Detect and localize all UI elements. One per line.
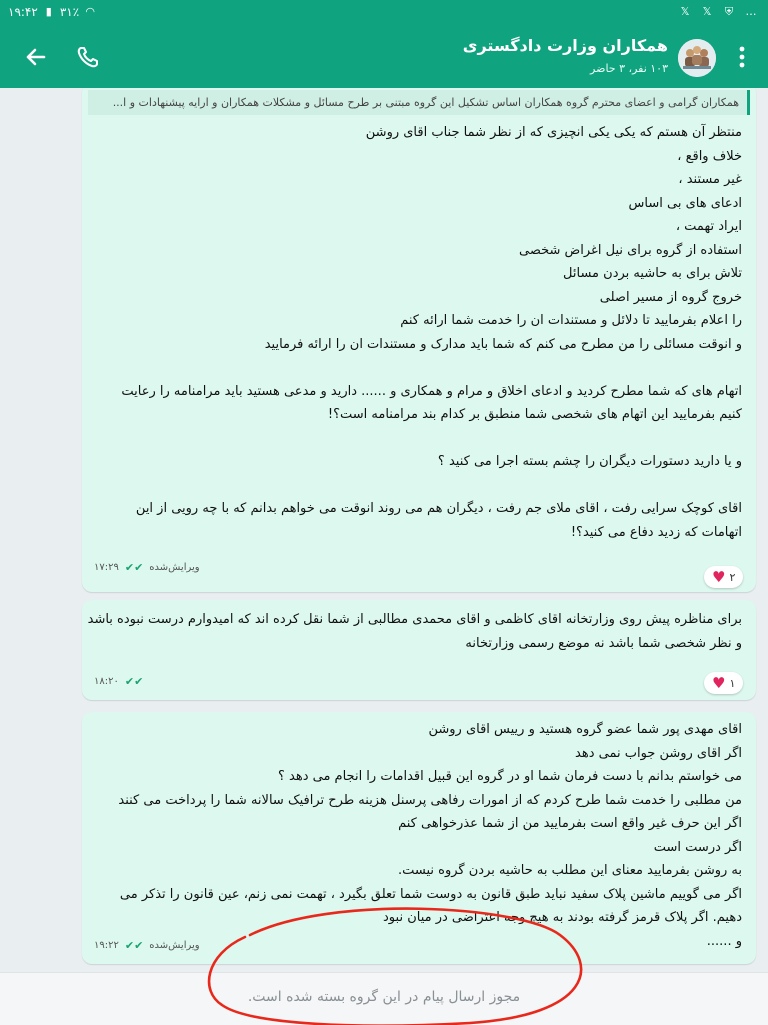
message-line: خلاف واقع ، — [677, 148, 742, 164]
edited-label: ویرایش‌شده — [149, 562, 200, 573]
reaction-badge[interactable] — [704, 672, 743, 694]
battery-level: ۳۱٪ — [59, 5, 80, 19]
message-line — [96, 356, 742, 380]
message-line: دهیم. اگر پلاک قرمز گرفته بودند به هیچ وجه اعتراضی در میان نبود — [383, 910, 742, 925]
reply-text: همکاران گرامی و اعضای محترم گروه همکاران اساس تشکیل این گروه مبتنی بر طرح مسائل و مشکلات همکاران و ارایه پیشنهادات و ا... — [112, 96, 739, 109]
composer-disabled-bar — [0, 972, 768, 1025]
message-line: استفاده از گروه برای نیل اغراض شخصی — [519, 242, 742, 258]
call-button[interactable] — [70, 40, 106, 74]
message-line — [96, 474, 742, 498]
battery-icon: ▮ — [45, 5, 52, 18]
message-line: ایراد تهمت ، — [675, 219, 742, 234]
message-list[interactable] — [0, 88, 768, 972]
message-bubble[interactable] — [82, 88, 756, 592]
message-line: و یا دارید دستورات دیگران را چشم بسته اجرا می کنید ؟ — [437, 454, 742, 469]
message-line: خروج گروه از مسیر اصلی — [599, 289, 742, 305]
reply-preview[interactable] — [88, 90, 750, 115]
message-bubble[interactable] — [82, 600, 756, 700]
message-line: ادعای های بی اساس — [628, 195, 742, 211]
double-check-icon: ✔✔ — [124, 939, 144, 952]
more-options-button[interactable] — [734, 42, 750, 72]
send-disabled-notice: مجوز ارسال پیام در این گروه بسته شده است. — [247, 989, 521, 1005]
wifi-icon: ◠ — [85, 5, 95, 18]
message-line: اگر درست است — [653, 839, 742, 855]
message-line: تلاش برای به حاشیه بردن مسائل — [563, 266, 742, 281]
double-check-icon: ✔✔ — [124, 675, 144, 688]
heart-icon: ♥ — [712, 568, 726, 586]
message-line: می خواستم بدانم با دست فرمان شما او در گروه این قبیل اقدامات را انجام می دهد ؟ — [277, 769, 742, 784]
message-line: اقای کوچک سرایی رفت ، اقای ملای جم رفت ، دیگران هم می روند انوقت می خواهم بدانم که با چه رویی از این — [135, 501, 742, 516]
message-line: و ...... — [706, 933, 742, 949]
message-line: اقای مهدی پور شما عضو گروه هستید و رییس اقای روشن — [428, 722, 742, 737]
message-line: اتهامات که زدید دفاع می کنید؟! — [570, 524, 742, 540]
message-line: برای مناظره پیش روی وزارتخانه اقای کاظمی و اقای محمدی مطالبی از شما نقل کرده اند که امیدوارم درست نبوده باشد — [87, 612, 742, 627]
message-line — [96, 427, 742, 451]
message-time: ۱۷:۲۹ — [94, 562, 119, 573]
status-bar — [0, 0, 768, 26]
arrow-left-icon — [18, 40, 54, 74]
message-time: ۱۹:۲۲ — [94, 940, 119, 951]
reaction-count: ۲ — [729, 570, 736, 584]
message-line: من مطلبی را خدمت شما طرح کردم که از امورات رفاهی پرسنل هزینه طرح ترافیک سالانه شما را پرداخت می کنند — [118, 792, 742, 808]
message-time: ۱۸:۲۰ — [94, 676, 119, 687]
message-line: و انوقت مسائلی را من مطرح می کنم که شما باید مدارک و مستندات ان را ارائه فرمایید — [264, 336, 742, 352]
reaction-badge[interactable] — [704, 566, 743, 588]
message-line: غیر مستند ، — [678, 172, 742, 187]
message-line: منتظر آن هستم که یکی یکی انچیزی که از نظر شما جناب اقای روشن — [365, 125, 742, 140]
shield-icon: ⛨ — [724, 5, 734, 18]
message-meta — [94, 675, 143, 688]
message-line: اگر می گوییم ماشین پلاک سفید نباید طبق قانون به دوست شما تعلق بگیرد ، تهمت نمی زنم، عین قانون را تذکر می — [119, 886, 742, 902]
message-line: را اعلام بفرمایید تا دلائل و مستندات ان را خدمت شما ارائه کنم — [400, 313, 742, 328]
back-button[interactable] — [18, 40, 54, 74]
message-line: اگر این حرف غیر واقع است بفرمایید من از شما عذرخواهی کنم — [398, 816, 742, 831]
message-line: کنیم بفرمایید این اتهام های شخصی شما منطبق بر کدام بند مرامنامه است؟! — [327, 407, 742, 422]
reaction-count: ۱ — [729, 676, 736, 690]
more-icon: … — [745, 5, 757, 18]
message-meta — [94, 939, 200, 952]
chat-title[interactable]: همکاران وزارت دادگستری — [462, 36, 668, 55]
chat-subtitle: ۱۰۳ نفر، ۳ حاضر — [590, 62, 668, 75]
message-line: اتهام های که شما مطرح کردید و ادعای اخلاق و مرام و همکاری و ...... دارید و مدعی هستید باید مرامنامه را رعایت — [121, 383, 742, 399]
time: ۱۹:۴۲ — [8, 5, 38, 19]
message-meta — [94, 561, 200, 574]
more-vertical-icon — [734, 42, 750, 72]
phone-icon — [70, 40, 106, 74]
double-check-icon: ✔✔ — [124, 561, 144, 574]
x-icon: 𝕏 — [702, 5, 712, 18]
group-avatar[interactable] — [678, 39, 716, 77]
heart-icon: ♥ — [712, 674, 726, 692]
x-icon: 𝕏 — [680, 5, 690, 18]
message-bubble[interactable] — [82, 712, 756, 964]
edited-label: ویرایش‌شده — [149, 940, 200, 951]
message-line: و نظر شخصی شما باشد نه موضع رسمی وزارتخانه — [465, 635, 742, 651]
message-line: به روشن بفرمایید معنای این مطلب به حاشیه بردن گروه نیست. — [397, 863, 742, 878]
message-line: اگر اقای روشن جواب نمی دهد — [575, 745, 742, 761]
chat-header — [0, 26, 768, 88]
